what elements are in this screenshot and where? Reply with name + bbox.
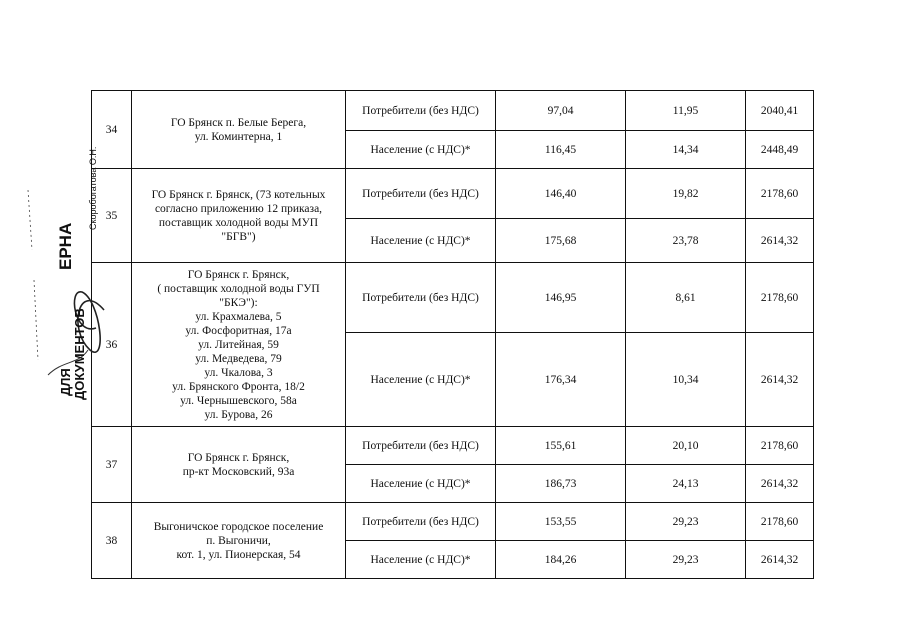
value-cell: 2614,32 — [746, 333, 814, 427]
stamp-line-documents: ДОКУМЕНТОВ — [72, 308, 87, 400]
row-number: 36 — [92, 263, 132, 427]
signature-mark — [8, 160, 118, 400]
table-row — [92, 263, 814, 333]
tariff-table — [91, 90, 814, 579]
category-cell: Потребители (без НДС) — [346, 427, 496, 465]
value-cell: 2178,60 — [746, 427, 814, 465]
category-cell: Потребители (без НДС) — [346, 91, 496, 131]
value-cell: 11,95 — [626, 91, 746, 131]
location-cell: ГО Брянск г. Брянск, ( поставщик холодной воды ГУП "БКЭ"): ул. Крахмалева, 5 ул. Фосфоритная, 17а ул. Литейная, 59 ул. Медведева, 79 ул. Чкалова, 3 ул. Брянского Фронта, 18/2 ул. Чернышевского, 58а ул. Бурова, 26 — [132, 263, 346, 427]
value-cell: 116,45 — [496, 131, 626, 169]
value-cell: 2040,41 — [746, 91, 814, 131]
row-number: 37 — [92, 427, 132, 503]
value-cell: 2614,32 — [746, 219, 814, 263]
category-cell: Потребители (без НДС) — [346, 503, 496, 541]
stamp-line-dlya: ДЛЯ — [58, 368, 73, 396]
value-cell: 146,95 — [496, 263, 626, 333]
document-stamp — [8, 146, 118, 400]
category-cell: Население (с НДС)* — [346, 465, 496, 503]
category-cell: Население (с НДС)* — [346, 131, 496, 169]
value-cell: 10,34 — [626, 333, 746, 427]
row-number: 38 — [92, 503, 132, 579]
stamp-line-erna: ЕРНА — [56, 222, 75, 270]
category-cell: Население (с НДС)* — [346, 541, 496, 579]
category-cell: Население (с НДС)* — [346, 219, 496, 263]
value-cell: 2614,32 — [746, 541, 814, 579]
table-row — [92, 427, 814, 465]
value-cell: 176,34 — [496, 333, 626, 427]
stamp-signer: Скоробогатова О.Н. — [88, 146, 98, 230]
value-cell: 29,23 — [626, 503, 746, 541]
location-cell: ГО Брянск г. Брянск, пр-кт Московский, 93а — [132, 427, 346, 503]
value-cell: 24,13 — [626, 465, 746, 503]
location-cell: ГО Брянск г. Брянск, (73 котельных согласно приложению 12 приказа, поставщик холодной воды МУП "БГВ") — [132, 169, 346, 263]
value-cell: 2178,60 — [746, 503, 814, 541]
value-cell: 19,82 — [626, 169, 746, 219]
category-cell: Потребители (без НДС) — [346, 263, 496, 333]
value-cell: 97,04 — [496, 91, 626, 131]
value-cell: 8,61 — [626, 263, 746, 333]
location-cell: ГО Брянск п. Белые Берега, ул. Коминтерна, 1 — [132, 91, 346, 169]
value-cell: 2614,32 — [746, 465, 814, 503]
location-cell: Выгоничское городское поселение п. Выгоничи, кот. 1, ул. Пионерская, 54 — [132, 503, 346, 579]
value-cell: 20,10 — [626, 427, 746, 465]
value-cell: 184,26 — [496, 541, 626, 579]
value-cell: 14,34 — [626, 131, 746, 169]
value-cell: 2178,60 — [746, 263, 814, 333]
value-cell: 2448,49 — [746, 131, 814, 169]
value-cell: 155,61 — [496, 427, 626, 465]
table-row — [92, 169, 814, 219]
value-cell: 175,68 — [496, 219, 626, 263]
value-cell: 153,55 — [496, 503, 626, 541]
category-cell: Потребители (без НДС) — [346, 169, 496, 219]
table-row — [92, 91, 814, 131]
row-number: 34 — [92, 91, 132, 169]
category-cell: Население (с НДС)* — [346, 333, 496, 427]
table-row — [92, 503, 814, 541]
value-cell: 23,78 — [626, 219, 746, 263]
row-number: 35 — [92, 169, 132, 263]
value-cell: 29,23 — [626, 541, 746, 579]
value-cell: 146,40 — [496, 169, 626, 219]
value-cell: 2178,60 — [746, 169, 814, 219]
value-cell: 186,73 — [496, 465, 626, 503]
